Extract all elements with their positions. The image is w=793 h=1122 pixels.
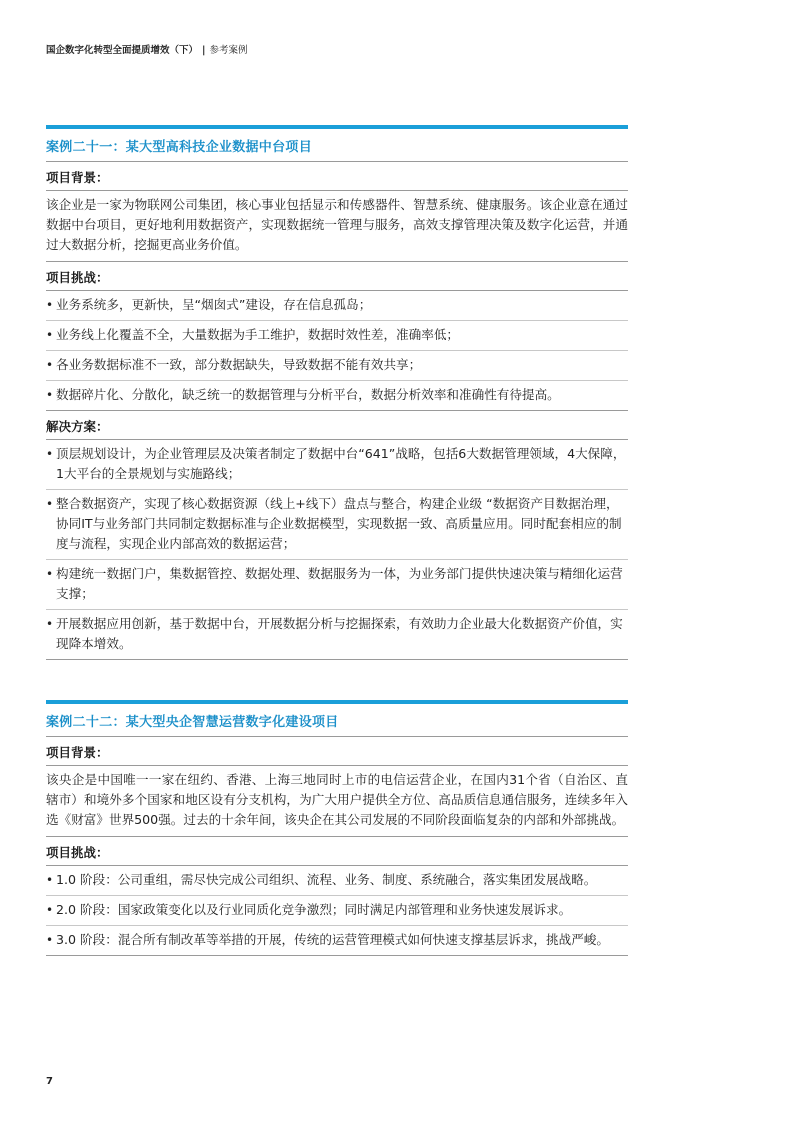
background-heading: 项目背景： [46, 162, 628, 191]
list-item: • 数据碎片化、分散化，缺乏统一的数据管理与分析平台，数据分析效率和准确性有待提高。 [46, 381, 628, 411]
bullet-icon: • [46, 388, 54, 402]
document-title: 国企数字化转型全面提质增效（下） [46, 45, 199, 56]
case-title: 案例二十一：某大型高科技企业数据中台项目 [46, 129, 628, 162]
bullet-icon: • [46, 447, 54, 461]
bullet-icon: • [46, 358, 54, 372]
list-item: • 1.0 阶段：公司重组，需尽快完成公司组织、流程、业务、制度、系统融合，落实集团发展战略。 [46, 866, 628, 896]
page-number: 7 [46, 1076, 53, 1087]
running-header [46, 42, 248, 56]
background-text: 该央企是中国唯一一家在纽约、香港、上海三地同时上市的电信运营企业，在国内31个省（自治区、直辖市）和境外多个国家和地区设有分支机构，为广大用户提供全方位、高品质信息通信服务，连续多年入选《财富》世界500强。过去的十余年间，该央企在其公司发展的不同阶段面临复杂的内部和外部挑战。 [46, 766, 628, 837]
list-item: • 业务系统多，更新快，呈“烟囱式”建设，存在信息孤岛； [46, 291, 628, 321]
challenge-heading: 项目挑战： [46, 262, 628, 291]
solution-heading: 解决方案： [46, 411, 628, 440]
header-separator: | [202, 45, 206, 56]
background-text: 该企业是一家为物联网公司集团，核心事业包括显示和传感器件、智慧系统、健康服务。该企业意在通过数据中台项目，更好地利用数据资产，实现数据统一管理与服务，高效支撑管理决策及数字化运营，并通过大数据分析，挖掘更高业务价值。 [46, 191, 628, 262]
challenge-list [46, 291, 628, 411]
list-item: • 顶层规划设计，为企业管理层及决策者制定了数据中台“641”战略，包括6大数据管理领域，4大保障，1大平台的全景规划与实施路线； [46, 440, 628, 490]
list-item: • 开展数据应用创新，基于数据中台，开展数据分析与挖掘探索，有效助力企业最大化数据资产价值，实现降本增效。 [46, 610, 628, 660]
section-label: 参考案例 [209, 45, 248, 56]
solution-list [46, 440, 628, 660]
list-item: • 整合数据资产，实现了核心数据资源（线上+线下）盘点与整合，构建企业级 “数据资产目数据治理，协同IT与业务部门共同制定数据标准与企业数据模型，实现数据一致、高质量应用。同时配套相应的制度与流程，实现企业内部高效的数据运营； [46, 490, 628, 560]
bullet-icon: • [46, 903, 54, 917]
case-21 [46, 125, 628, 660]
background-heading: 项目背景： [46, 737, 628, 766]
challenge-heading: 项目挑战： [46, 837, 628, 866]
bullet-icon: • [46, 873, 54, 887]
list-item: • 各业务数据标准不一致，部分数据缺失，导致数据不能有效共享； [46, 351, 628, 381]
bullet-icon: • [46, 298, 54, 312]
list-item: • 3.0 阶段：混合所有制改革等举措的开展，传统的运营管理模式如何快速支撑基层诉求，挑战严峻。 [46, 926, 628, 956]
bullet-icon: • [46, 497, 54, 511]
bullet-icon: • [46, 617, 54, 631]
case-title: 案例二十二：某大型央企智慧运营数字化建设项目 [46, 704, 628, 737]
list-item: • 构建统一数据门户，集数据管控、数据处理、数据服务为一体，为业务部门提供快速决策与精细化运营支撑； [46, 560, 628, 610]
list-item: • 业务线上化覆盖不全，大量数据为手工维护，数据时效性差，准确率低； [46, 321, 628, 351]
bullet-icon: • [46, 567, 54, 581]
challenge-list [46, 866, 628, 956]
list-item: • 2.0 阶段：国家政策变化以及行业同质化竞争激烈；同时满足内部管理和业务快速发展诉求。 [46, 896, 628, 926]
case-22 [46, 700, 628, 956]
bullet-icon: • [46, 933, 54, 947]
bullet-icon: • [46, 328, 54, 342]
